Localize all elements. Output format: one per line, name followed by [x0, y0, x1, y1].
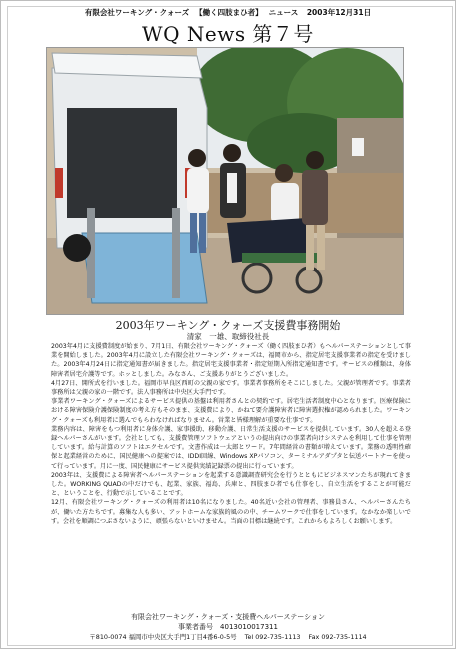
article-paragraph: 事業者ワーキング・クォーズによるサービス提供の基盤は利用者さんとの契約です。居宅生活者制度中心となります。医療保険における障害保険介護保険制度の考え方もそのまま、支援費により、かねて要介護障害者に障害選択権が認められました。ワーキング・クォーズも利用者に選んでもらわなければなりません。営業と皆様理解が重要な仕事です。: [51, 398, 411, 424]
article-byline: 清家 一雄、取締役社長: [186, 332, 270, 341]
article-body: [51, 342, 411, 526]
masthead-type: ニュース: [268, 8, 299, 17]
cover-photo-illustration: [47, 48, 403, 314]
article-paragraph: 2003年は、支援費による障害者ヘルパーステーションを起業する意識調査研究会を行うとともにビジネスマンたちが現れてきました。WORKING QUADの中だけでも、起業、家族、福島、兵庫と、四肢まひ者でも仕事をし、自立生活をすることが可能だと、ということを、行動で示していることです。: [51, 471, 411, 498]
masthead-line: [1, 7, 455, 18]
masthead-tagline: 【働く四肢まひ者】: [195, 8, 263, 17]
article-paragraph: 4月27日、開所式を行いました。福岡市早良区西町の父親の家です。事業者事務所をそこにしました。父親が管理者です。事業者事務所は父親の家の一階です。法人事務所は中央区大手門です。: [51, 379, 411, 397]
article-paragraph: 12月、有限会社ワーキング・クォーズの利用者は10名になりました。40名近い会社の管理者、事務員さん、ヘルパーさんたちが、働いた方たちです。募集な人も多い、アットホームな家族的風のの中、チームワークで仕事をしています。なかなか楽しいです。会社を順調につぶさないように、頑張らないといけません。当面の目標は継続です。これからもよろしくお願いします。: [51, 499, 411, 525]
footer-tel: Tel 092-735-1113: [244, 633, 301, 641]
footer-fax: Fax 092-735-1114: [308, 633, 367, 641]
masthead-date: 2003年12月31日: [306, 8, 372, 17]
article-headline: 2003年ワーキング・クォーズ支援費事務開始: [115, 319, 341, 332]
cover-photo: [46, 47, 404, 315]
masthead-org: 有限会社ワーキング・クォーズ: [84, 8, 190, 17]
article-paragraph: 2003年4月に支援費制度が始まり、7月1日、有限会社ワーキング・クォーズ（働く四肢まひ者）もヘルパーステーションとして事業を開始しました。2003年4月に設立した有限会社ワーキング・クォーズは、福岡市から、指定居宅支援事業者の指定を受けました。2003年4月24日に指定通知書が届きました。指定居宅支援事業者・指定短期入所指定通知書です。サービスの種類は、身体障害者居宅介護等です。ホッとしました。みなさん、ご支援ありがとうございました。: [51, 343, 411, 378]
footer-organization: 有限会社ワーキング・クォーズ・支援費ヘルパーステーション: [131, 613, 325, 621]
footer-address-text: 〒810-0074 福岡市中央区大手門1丁目4番6-0-5号: [89, 633, 237, 641]
footer-business-code: 事業者番号 4013010017311: [178, 623, 278, 631]
footer-contact: [1, 632, 455, 641]
newsletter-title: WQ News 第７号: [142, 22, 314, 46]
article-paragraph: 業務内容は、障害をもつ利用者に身体介護、家事援助、移動介護、日常生活支援のサービスを提供しています。30人を超える登録ヘルパーさんがいます。会社としても、支援費管理ソフトウェアというの提出向けの事業者向けシステムを利用して仕事を管理しています。給与計算のソフトはエクセルです。文書作成は一太郎とワード。7年間経営の書類が増えています。業務の透明性確保と起業経営のために、国民健康への提案では、IDDI回線、Windows XPパソコン、ターミナルアダプタと伝送パートナーを使って行っています。月に一度、国民健康にサービス提供実績記録票の提出に行っています。: [51, 425, 411, 470]
